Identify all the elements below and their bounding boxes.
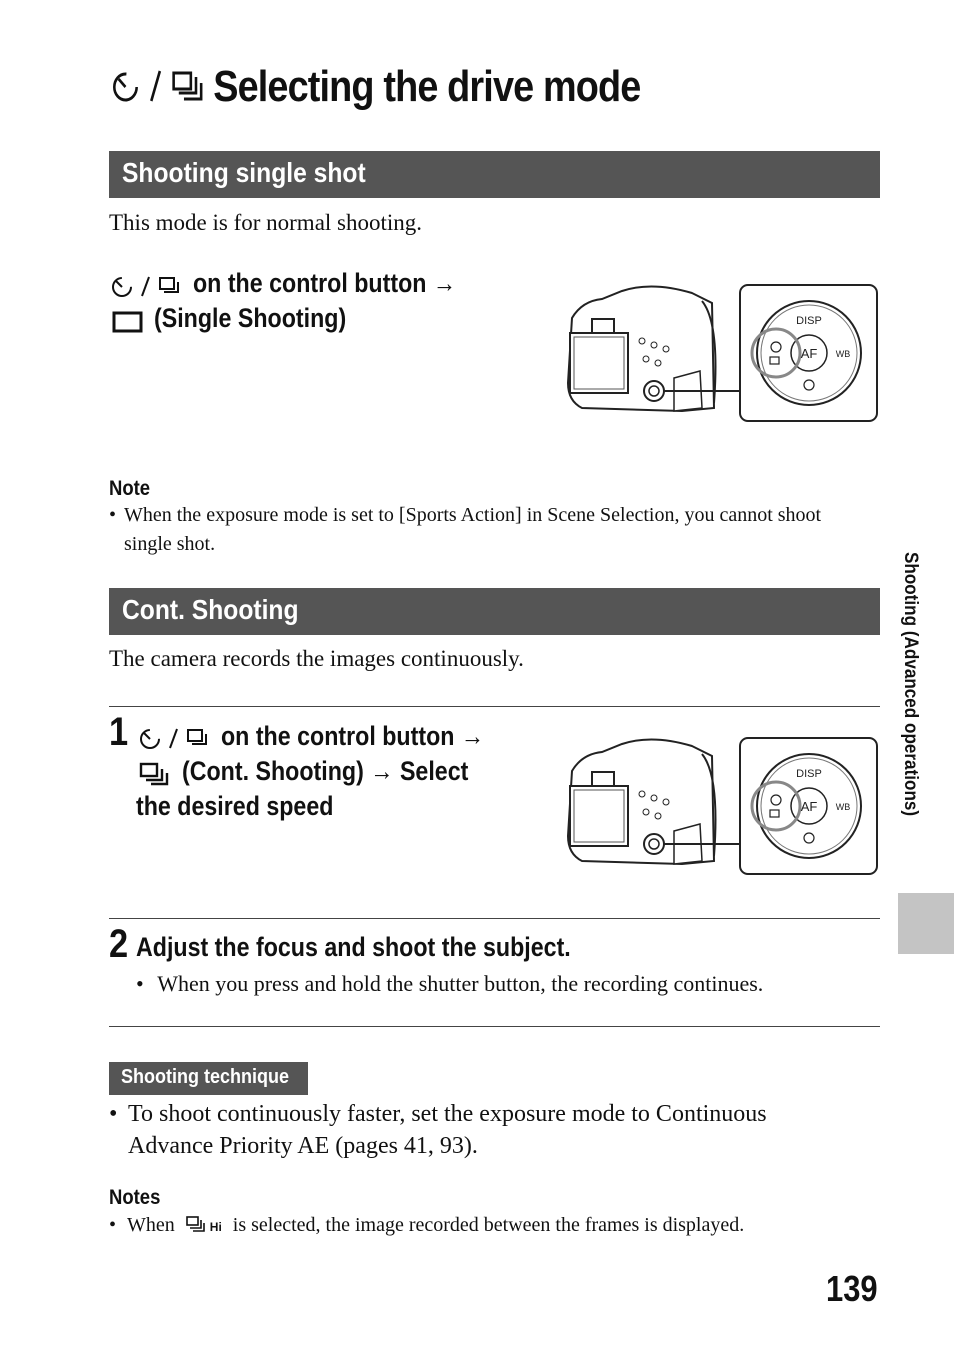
- drive-mode-icon: [110, 272, 188, 300]
- notes-bullet: • When Hi is selected, the image recorded between the frames is displayed.: [109, 1214, 745, 1236]
- section-tab-marker: [898, 893, 954, 954]
- section-heading-cont-text: Cont. Shooting: [122, 594, 299, 625]
- technique-heading-text: Shooting technique: [121, 1066, 289, 1088]
- notes-bullet-before: When: [127, 1214, 175, 1236]
- step-1-line3: the desired speed: [136, 791, 334, 821]
- note-bullet: • When the exposure mode is set to [Sports Action] in Scene Selection, you cannot shoot single shot.: [109, 501, 869, 559]
- camera-illustration: [562, 283, 880, 425]
- camera-illustration: [562, 736, 880, 878]
- single-shooting-icon: [112, 310, 144, 334]
- dial-label-disp: DISP: [796, 768, 822, 780]
- single-intro: This mode is for normal shooting.: [109, 210, 423, 235]
- cont-shooting-icon: [186, 1214, 210, 1234]
- divider: [109, 918, 880, 919]
- step-2-text: Adjust the focus and shoot the subject.: [136, 932, 571, 962]
- dial-label-af: AF: [800, 799, 818, 814]
- step-2-bullet-text: When you press and hold the shutter button, the recording continues.: [157, 971, 764, 996]
- cont-intro: The camera records the images continuously.: [109, 646, 524, 671]
- page-title-text: Selecting the drive mode: [213, 62, 641, 111]
- notes-hi-label: Hi: [209, 1220, 222, 1234]
- dial-label-disp: DISP: [796, 315, 822, 327]
- notes-bullet-after: is selected, the image recorded between the frames is displayed.: [232, 1214, 745, 1236]
- step-2-bullet: • When you press and hold the shutter button, the recording continues.: [136, 971, 764, 996]
- single-instruction-line2: (Single Shooting): [154, 303, 347, 333]
- technique-bullet: • To shoot continuously faster, set the exposure mode to Continuous Advance Priority AE (pages 41, 93).: [109, 1098, 829, 1162]
- divider: [109, 1026, 880, 1027]
- side-section-label: [897, 552, 927, 872]
- side-section-label-text: Shooting (Advanced operations): [900, 552, 921, 817]
- drive-mode-icon: [138, 724, 216, 752]
- step-1-line1: on the control button →: [221, 721, 485, 751]
- cont-shooting-icon: [138, 759, 174, 787]
- section-heading-cont: [109, 588, 880, 635]
- technique-bullet-text: To shoot continuously faster, set the exposure mode to Continuous Advance Priority AE (pages 41, 93).: [128, 1101, 767, 1159]
- dial-label-wb: WB: [835, 802, 851, 812]
- dial-label-af: AF: [800, 346, 818, 361]
- page-number: 139: [826, 1268, 878, 1309]
- note-bullet-text: When the exposure mode is set to [Sports Action] in Scene Selection, you cannot shoot single shot.: [124, 504, 822, 555]
- notes-heading: Notes: [109, 1186, 161, 1209]
- drive-mode-icon: [110, 65, 206, 116]
- step-1-line2: (Cont. Shooting) → Select: [182, 756, 469, 786]
- section-heading-single: [109, 151, 880, 198]
- single-instruction-line1: on the control button →: [193, 268, 457, 298]
- note-heading: Note: [109, 477, 151, 500]
- section-heading-single-text: Shooting single shot: [122, 157, 366, 188]
- page-title: [110, 62, 640, 116]
- step-1-number: 1: [109, 710, 129, 754]
- dial-label-wb: WB: [835, 349, 851, 359]
- technique-heading: [109, 1062, 308, 1095]
- divider: [109, 706, 880, 707]
- step-2-number: 2: [109, 922, 129, 966]
